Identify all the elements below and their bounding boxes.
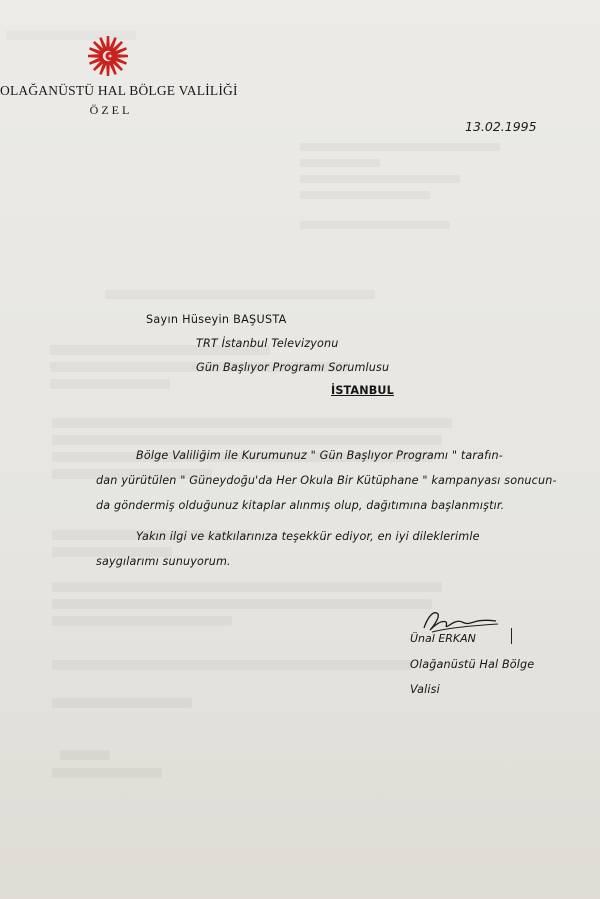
body-line: Bölge Valiliğim ile Kurumunuz " Gün Başlıyor Programı " tarafın- — [136, 449, 503, 462]
signature-stroke — [511, 628, 512, 644]
recipient-organization: TRT İstanbul Televizyonu — [196, 337, 339, 350]
letterhead-organization: OLAĞANÜSTÜ HAL BÖLGE VALİLİĞİ — [0, 83, 238, 98]
letterhead-classification: ÖZEL — [89, 103, 133, 117]
letter-date: 13.02.1995 — [465, 119, 537, 134]
sunburst-emblem-icon — [86, 34, 130, 78]
body-line: Yakın ilgi ve katkılarınıza teşekkür ediyor, en iyi dileklerimle — [136, 530, 480, 543]
body-line: da göndermiş olduğunuz kitaplar alınmış olup, dağıtımına başlanmıştır. — [96, 499, 505, 512]
recipient-city: İSTANBUL — [331, 384, 394, 397]
signatory-title-2: Valisi — [410, 683, 440, 696]
signatory-name: Ünal ERKAN — [410, 632, 476, 645]
recipient-name: Sayın Hüseyin BAŞUSTA — [146, 313, 287, 326]
body-line: saygılarımı sunuyorum. — [96, 555, 231, 568]
body-line: dan yürütülen " Güneydoğu'da Her Okula Bir Kütüphane " kampanyası sonucun- — [96, 474, 557, 487]
signatory-title: Olağanüstü Hal Bölge — [410, 658, 535, 671]
recipient-role: Gün Başlıyor Programı Sorumlusu — [196, 361, 390, 374]
